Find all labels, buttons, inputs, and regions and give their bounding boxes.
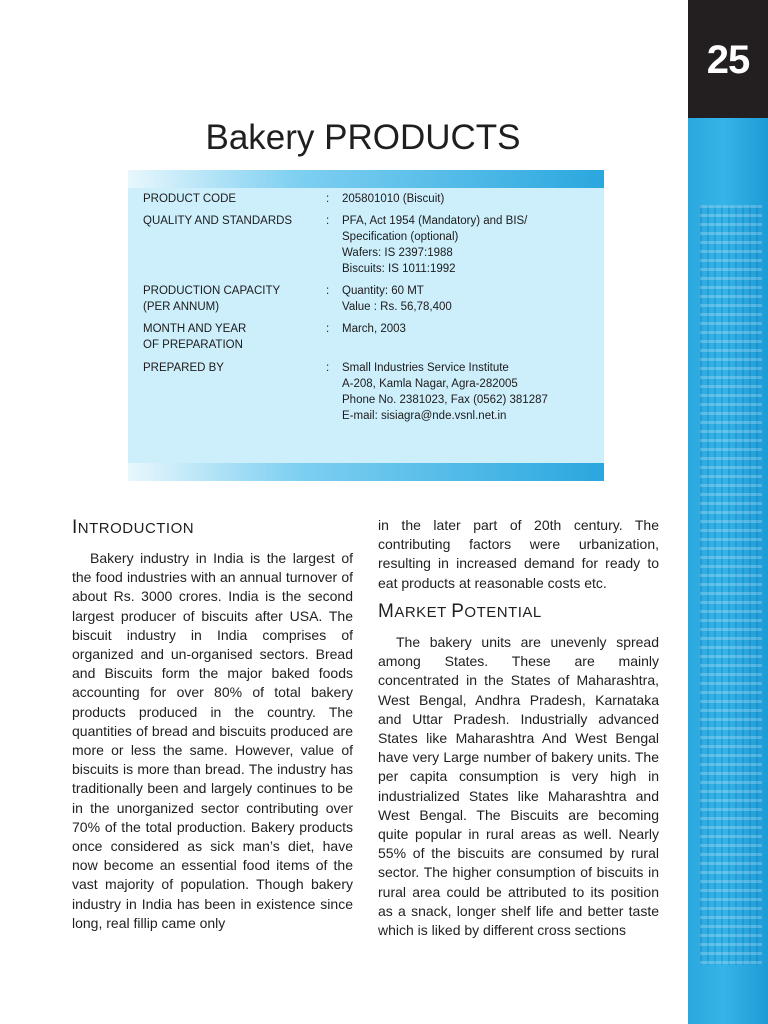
page-title: Bakery PRODUCTS [205,118,521,157]
info-label: PRODUCTION CAPACITY [143,285,281,297]
market-potential-heading: MARKET POTENTIAL [378,601,542,622]
side-strip-texture [700,205,762,965]
info-value: March, 2003 [342,323,406,335]
introduction-continuation: in the later part of 20th century. The contributing factors were urbanization, resulting in increased demand for ready to eat products at reasonable costs etc. [378,517,659,591]
info-value: PFA, Act 1954 (Mandatory) and BIS/ [342,215,528,227]
market-potential-paragraph: The bakery units are unevenly spread among States. These are mainly concentrated in the States of Maharashtra, West Bengal, Andhra Pradesh, Karnataka and Uttar Pradesh. Industrially advanced States like Maharashtra And West Bengal have very Large number of bakery units. The per capita consumption is very high in industrialized States like Maharashtra and West Bengal. The Biscuits are becoming quite popular in rural areas as well. Nearly 55% of the biscuits are consumed by rural sector. The higher consumption of biscuits in rural area could be attributed to its position as a snack, longer shelf life and better taste which is liked by different cross sections [378,634,659,939]
info-label: MONTH AND YEAR [143,323,247,335]
introduction-heading: INTRODUCTION [72,517,195,538]
info-value: Phone No. 2381023, Fax (0562) 381287 [342,394,548,406]
panel-bottom-bar [128,463,604,481]
info-label: (PER ANNUM) [143,301,220,313]
info-label: PREPARED BY [143,362,224,374]
info-value: 205801010 (Biscuit) [342,193,445,205]
info-value: Value : Rs. 56,78,400 [342,301,452,313]
info-value: Wafers: IS 2397:1988 [342,247,453,259]
info-label: PRODUCT CODE [143,193,237,205]
info-value: Biscuits: IS 1011:1992 [342,263,456,275]
info-value: Quantity: 60 MT [342,285,424,297]
info-value: Specification (optional) [342,231,459,243]
info-value: E-mail: sisiagra@nde.vsnl.net.in [342,410,507,422]
info-label: QUALITY AND STANDARDS [143,215,293,227]
panel-top-bar [128,170,604,188]
introduction-paragraph: Bakery industry in India is the largest of the food industries with an annual turnover of about Rs. 3000 crores. India is the second largest producer of biscuits after USA. The biscuit industry in India comprises of organized and un-organised sectors. Bread and Biscuits form the major baked foods accounting for over 80% of total bakery products produced in the country. The quantities of bread and biscuits produced are more or less the same. However, value of biscuits is more than bread. The industry has traditionally been and largely continues to be in the unorganized sector contributing over 70% of the total production. Bakery products once considered as sick man’s diet, have now become an essential food items of the vast majority of population. Though bakery industry in India has been in existence since long, real fillip came only [72,550,353,931]
page-number: 25 [706,38,750,82]
info-label: OF PREPARATION [143,339,243,351]
info-value: Small Industries Service Institute [342,362,509,374]
info-value: A-208, Kamla Nagar, Agra-282005 [342,378,518,390]
